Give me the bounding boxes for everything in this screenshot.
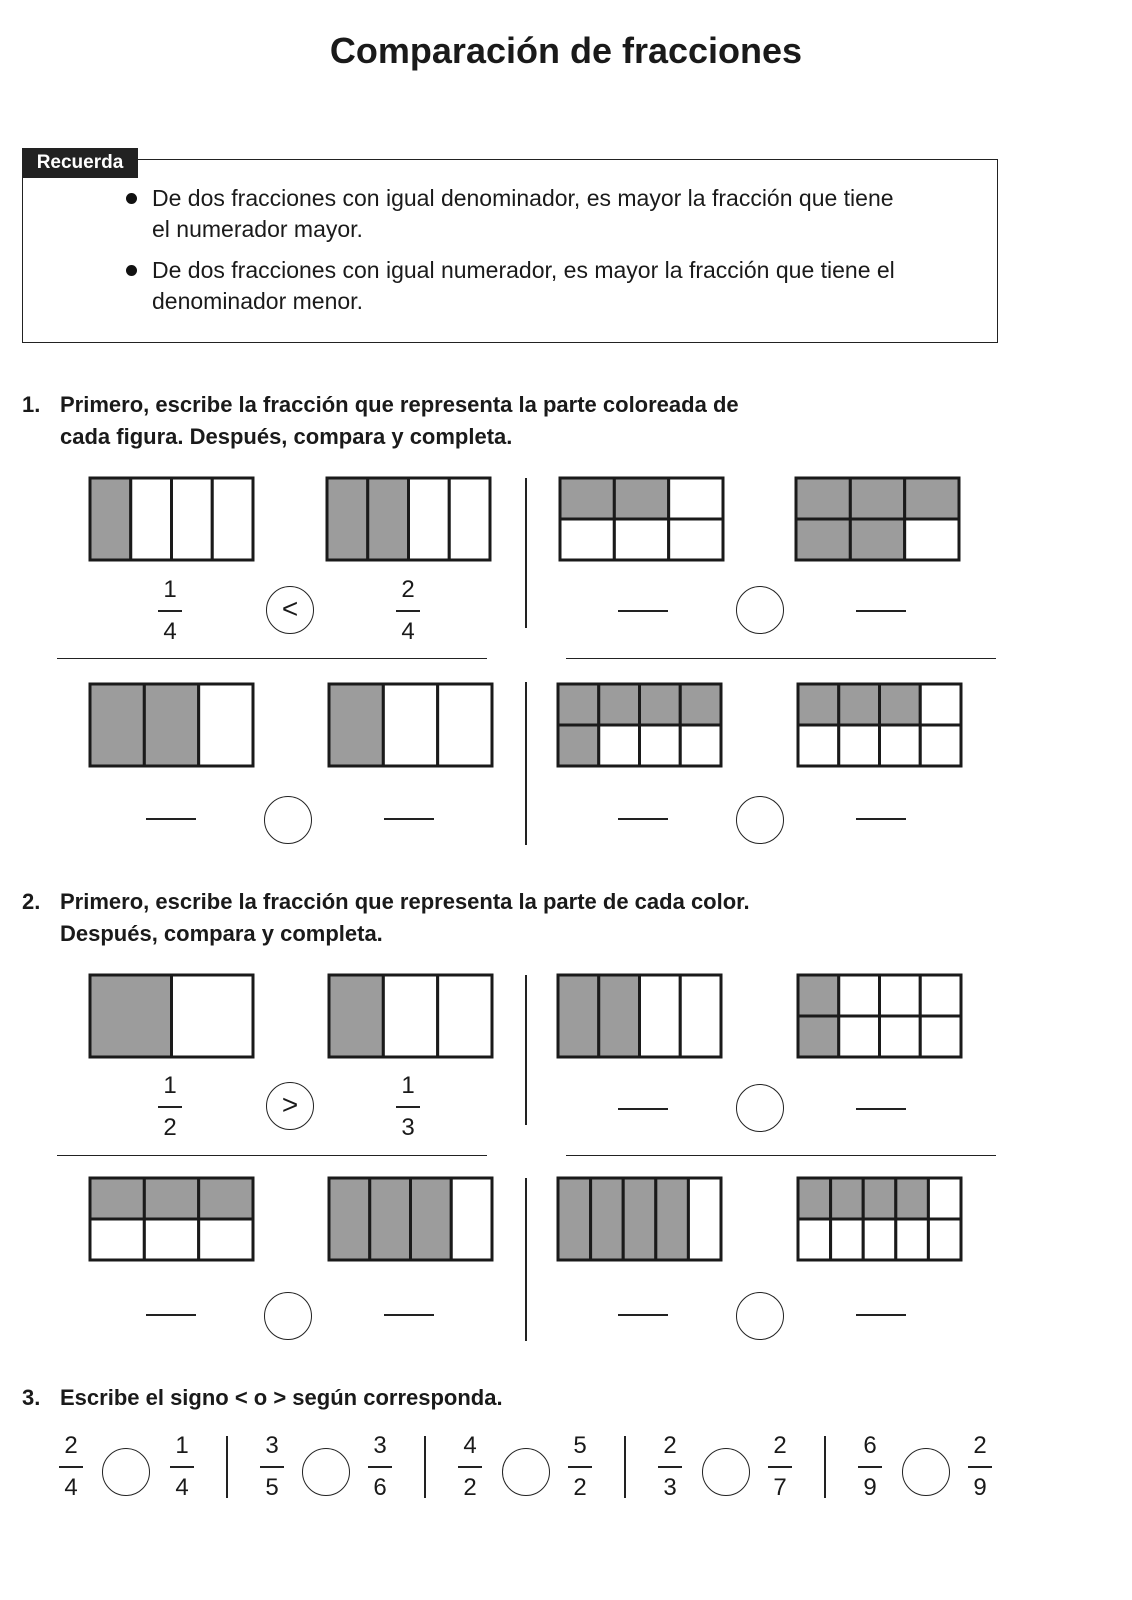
fraction-figure <box>558 1178 721 1260</box>
fraction <box>850 1432 890 1502</box>
fraction-bar <box>658 1466 682 1468</box>
denominator: 2 <box>163 1113 177 1141</box>
compare-circle[interactable] <box>264 1292 312 1340</box>
empty-cell <box>669 519 723 560</box>
shaded-cell <box>796 478 850 519</box>
empty-cell <box>640 975 681 1057</box>
shaded-cell <box>656 1178 689 1260</box>
denominator: 6 <box>373 1473 387 1501</box>
answer-blank[interactable] <box>856 610 906 612</box>
empty-cell <box>880 1016 921 1057</box>
empty-cell <box>920 975 961 1016</box>
compare-circle[interactable] <box>736 586 784 634</box>
numerator: 1 <box>401 1072 415 1099</box>
fraction-figure <box>327 478 490 560</box>
divider-vertical <box>824 1436 826 1498</box>
empty-cell <box>199 1219 253 1260</box>
empty-cell <box>383 684 437 766</box>
exercise-2-instruction <box>22 886 822 950</box>
empty-cell <box>172 478 213 560</box>
shaded-cell <box>863 1178 896 1219</box>
shaded-cell <box>798 684 839 725</box>
shaded-cell <box>640 684 681 725</box>
fraction-figure <box>90 975 253 1057</box>
fraction-figure <box>558 684 721 766</box>
fraction-figure <box>329 1178 492 1260</box>
empty-cell <box>90 1219 144 1260</box>
empty-cell <box>409 478 450 560</box>
fraction-bar <box>158 610 182 612</box>
denominator: 2 <box>573 1473 587 1501</box>
shaded-cell <box>329 975 383 1057</box>
compare-circle[interactable] <box>264 796 312 844</box>
empty-cell <box>880 725 921 766</box>
empty-cell <box>144 1219 198 1260</box>
fraction-bar <box>396 1106 420 1108</box>
answer-blank[interactable] <box>384 1314 434 1316</box>
empty-cell <box>928 1219 961 1260</box>
empty-cell <box>438 975 492 1057</box>
shaded-cell <box>831 1178 864 1219</box>
divider-vertical <box>624 1436 626 1498</box>
shaded-cell <box>614 478 668 519</box>
divider-horizontal <box>566 658 996 659</box>
compare-circle[interactable] <box>736 1292 784 1340</box>
empty-cell <box>199 684 253 766</box>
fraction-bar <box>260 1466 284 1468</box>
empty-cell <box>131 478 172 560</box>
shaded-cell <box>560 478 614 519</box>
empty-cell <box>839 1016 880 1057</box>
denominator: 5 <box>265 1473 279 1501</box>
fraction <box>760 1432 800 1502</box>
shaded-cell <box>327 478 368 560</box>
exercise-text: Primero, escribe la fracción que representa la parte coloreada de cada figura. Después, compara y completa. <box>60 392 739 449</box>
shaded-cell <box>90 975 172 1057</box>
empty-cell <box>839 975 880 1016</box>
divider-vertical <box>424 1436 426 1498</box>
shaded-cell <box>599 975 640 1057</box>
empty-cell <box>560 519 614 560</box>
shaded-cell <box>329 1178 370 1260</box>
numerator: 2 <box>773 1432 787 1459</box>
shaded-cell <box>850 478 904 519</box>
shaded-cell <box>680 684 721 725</box>
shaded-cell <box>905 478 959 519</box>
exercise-3-pairs <box>0 1432 1132 1512</box>
denominator: 3 <box>663 1473 677 1501</box>
fraction-bar <box>768 1466 792 1468</box>
empty-cell <box>449 478 490 560</box>
shaded-cell <box>558 725 599 766</box>
compare-circle[interactable] <box>102 1448 150 1496</box>
empty-cell <box>831 1219 864 1260</box>
numerator: 2 <box>973 1432 987 1459</box>
shaded-cell <box>329 684 383 766</box>
numerator: 1 <box>175 1432 189 1459</box>
bullet-icon <box>126 265 137 276</box>
fraction <box>960 1432 1000 1502</box>
reminder-bullet-2 <box>152 255 912 317</box>
numerator: 5 <box>573 1432 587 1459</box>
numerator: 4 <box>463 1432 477 1459</box>
compare-circle[interactable] <box>736 1084 784 1132</box>
compare-sign: < <box>281 593 299 624</box>
answer-blank[interactable] <box>618 818 668 820</box>
shaded-cell <box>90 684 144 766</box>
compare-circle[interactable] <box>736 796 784 844</box>
compare-circle[interactable] <box>266 586 314 634</box>
shaded-cell <box>798 1178 831 1219</box>
empty-cell <box>438 684 492 766</box>
page-title: Comparación de fracciones <box>329 30 803 71</box>
empty-cell <box>614 519 668 560</box>
fraction-bar <box>158 1106 182 1108</box>
empty-cell <box>212 478 253 560</box>
fraction <box>388 1072 428 1142</box>
numerator: 2 <box>663 1432 677 1459</box>
divider-horizontal <box>57 658 487 659</box>
empty-cell <box>896 1219 929 1260</box>
denominator: 3 <box>401 1113 415 1141</box>
empty-cell <box>798 1219 831 1260</box>
exercise-number: 3. <box>22 1385 41 1410</box>
answer-blank[interactable] <box>856 1314 906 1316</box>
answer-blank[interactable] <box>856 1108 906 1110</box>
shaded-cell <box>839 684 880 725</box>
empty-cell <box>920 1016 961 1057</box>
shaded-cell <box>558 1178 591 1260</box>
shaded-cell <box>558 684 599 725</box>
shaded-cell <box>144 684 198 766</box>
fraction <box>150 1072 190 1142</box>
fraction-figure <box>90 1178 253 1260</box>
shaded-cell <box>558 975 599 1057</box>
divider-horizontal <box>57 1155 487 1156</box>
shaded-cell <box>591 1178 624 1260</box>
empty-cell <box>172 975 254 1057</box>
empty-cell <box>680 975 721 1057</box>
bullet-icon <box>126 193 137 204</box>
fraction <box>150 576 190 646</box>
shaded-cell <box>796 519 850 560</box>
shaded-cell <box>90 478 131 560</box>
empty-cell <box>880 975 921 1016</box>
shaded-cell <box>411 1178 452 1260</box>
fraction-bar <box>368 1466 392 1468</box>
denominator: 4 <box>175 1473 189 1501</box>
shaded-cell <box>623 1178 656 1260</box>
fraction <box>252 1432 292 1502</box>
empty-cell <box>863 1219 896 1260</box>
reminder-bullet-1 <box>152 183 912 245</box>
fraction-figure <box>558 975 721 1057</box>
empty-cell <box>798 725 839 766</box>
shaded-cell <box>370 1178 411 1260</box>
reminder-tag: Recuerda <box>22 148 138 178</box>
exercise-1-instruction <box>22 389 782 453</box>
exercise-3-instruction <box>22 1382 722 1416</box>
denominator: 9 <box>973 1473 987 1501</box>
empty-cell <box>599 725 640 766</box>
fraction-figure <box>798 975 961 1057</box>
numerator: 2 <box>401 576 415 603</box>
empty-cell <box>688 1178 721 1260</box>
fraction-bar <box>968 1466 992 1468</box>
fraction <box>560 1432 600 1502</box>
empty-cell <box>383 975 437 1057</box>
empty-cell <box>839 725 880 766</box>
fraction-figure <box>560 478 723 560</box>
divider-horizontal <box>566 1155 996 1156</box>
fraction-figure <box>796 478 959 560</box>
numerator: 3 <box>265 1432 279 1459</box>
denominator: 2 <box>463 1473 477 1501</box>
empty-cell <box>640 725 681 766</box>
fraction-bar <box>396 610 420 612</box>
fraction-bar <box>59 1466 83 1468</box>
answer-blank[interactable] <box>618 610 668 612</box>
denominator: 9 <box>863 1473 877 1501</box>
exercise-number: 2. <box>22 889 41 914</box>
fraction <box>360 1432 400 1502</box>
shaded-cell <box>896 1178 929 1219</box>
fraction <box>388 576 428 646</box>
shaded-cell <box>368 478 409 560</box>
compare-circle[interactable] <box>702 1448 750 1496</box>
divider-vertical <box>525 1178 527 1341</box>
divider-vertical <box>525 478 527 628</box>
fraction <box>162 1432 202 1502</box>
divider-vertical <box>525 682 527 845</box>
fraction-figure <box>798 684 961 766</box>
fraction-figure <box>90 478 253 560</box>
exercise-text: Escribe el signo < o > según corresponda. <box>60 1385 503 1410</box>
empty-cell <box>669 478 723 519</box>
answer-blank[interactable] <box>618 1108 668 1110</box>
empty-cell <box>680 725 721 766</box>
shaded-cell <box>798 975 839 1016</box>
fraction <box>650 1432 690 1502</box>
empty-cell <box>920 684 961 725</box>
reminder-bullet-text: De dos fracciones con igual numerador, es mayor la fracción que tiene el denominador menor. <box>152 257 895 314</box>
fraction <box>51 1432 91 1502</box>
numerator: 3 <box>373 1432 387 1459</box>
shaded-cell <box>144 1178 198 1219</box>
empty-cell <box>451 1178 492 1260</box>
fraction-figure <box>798 1178 961 1260</box>
fraction-figure <box>329 684 492 766</box>
answer-blank[interactable] <box>856 818 906 820</box>
divider-vertical <box>226 1436 228 1498</box>
shaded-cell <box>880 684 921 725</box>
denominator: 7 <box>773 1473 787 1501</box>
shaded-cell <box>199 1178 253 1219</box>
empty-cell <box>928 1178 961 1219</box>
fraction <box>450 1432 490 1502</box>
numerator: 1 <box>163 1072 177 1099</box>
shaded-cell <box>90 1178 144 1219</box>
fraction-bar <box>858 1466 882 1468</box>
compare-circle[interactable] <box>302 1448 350 1496</box>
numerator: 1 <box>163 576 177 603</box>
denominator: 4 <box>401 617 415 645</box>
fraction-bar <box>458 1466 482 1468</box>
denominator: 4 <box>64 1473 78 1501</box>
shaded-cell <box>798 1016 839 1057</box>
answer-blank[interactable] <box>146 818 196 820</box>
empty-cell <box>905 519 959 560</box>
exercise-text: Primero, escribe la fracción que representa la parte de cada color. Después, compara y completa. <box>60 889 750 946</box>
shaded-cell <box>850 519 904 560</box>
compare-circle[interactable] <box>502 1448 550 1496</box>
answer-blank[interactable] <box>146 1314 196 1316</box>
fraction-figure <box>329 975 492 1057</box>
shaded-cell <box>599 684 640 725</box>
compare-circle[interactable] <box>266 1082 314 1130</box>
fraction-figure <box>90 684 253 766</box>
empty-cell <box>920 725 961 766</box>
divider-vertical <box>525 975 527 1125</box>
reminder-bullet-text: De dos fracciones con igual denominador, es mayor la fracción que tiene el numerador mayor. <box>152 185 894 242</box>
compare-sign: > <box>281 1089 299 1120</box>
answer-blank[interactable] <box>384 818 434 820</box>
numerator: 6 <box>863 1432 877 1459</box>
denominator: 4 <box>163 617 177 645</box>
compare-circle[interactable] <box>902 1448 950 1496</box>
exercise-number: 1. <box>22 392 41 417</box>
numerator: 2 <box>64 1432 78 1459</box>
answer-blank[interactable] <box>618 1314 668 1316</box>
fraction-bar <box>170 1466 194 1468</box>
fraction-bar <box>568 1466 592 1468</box>
